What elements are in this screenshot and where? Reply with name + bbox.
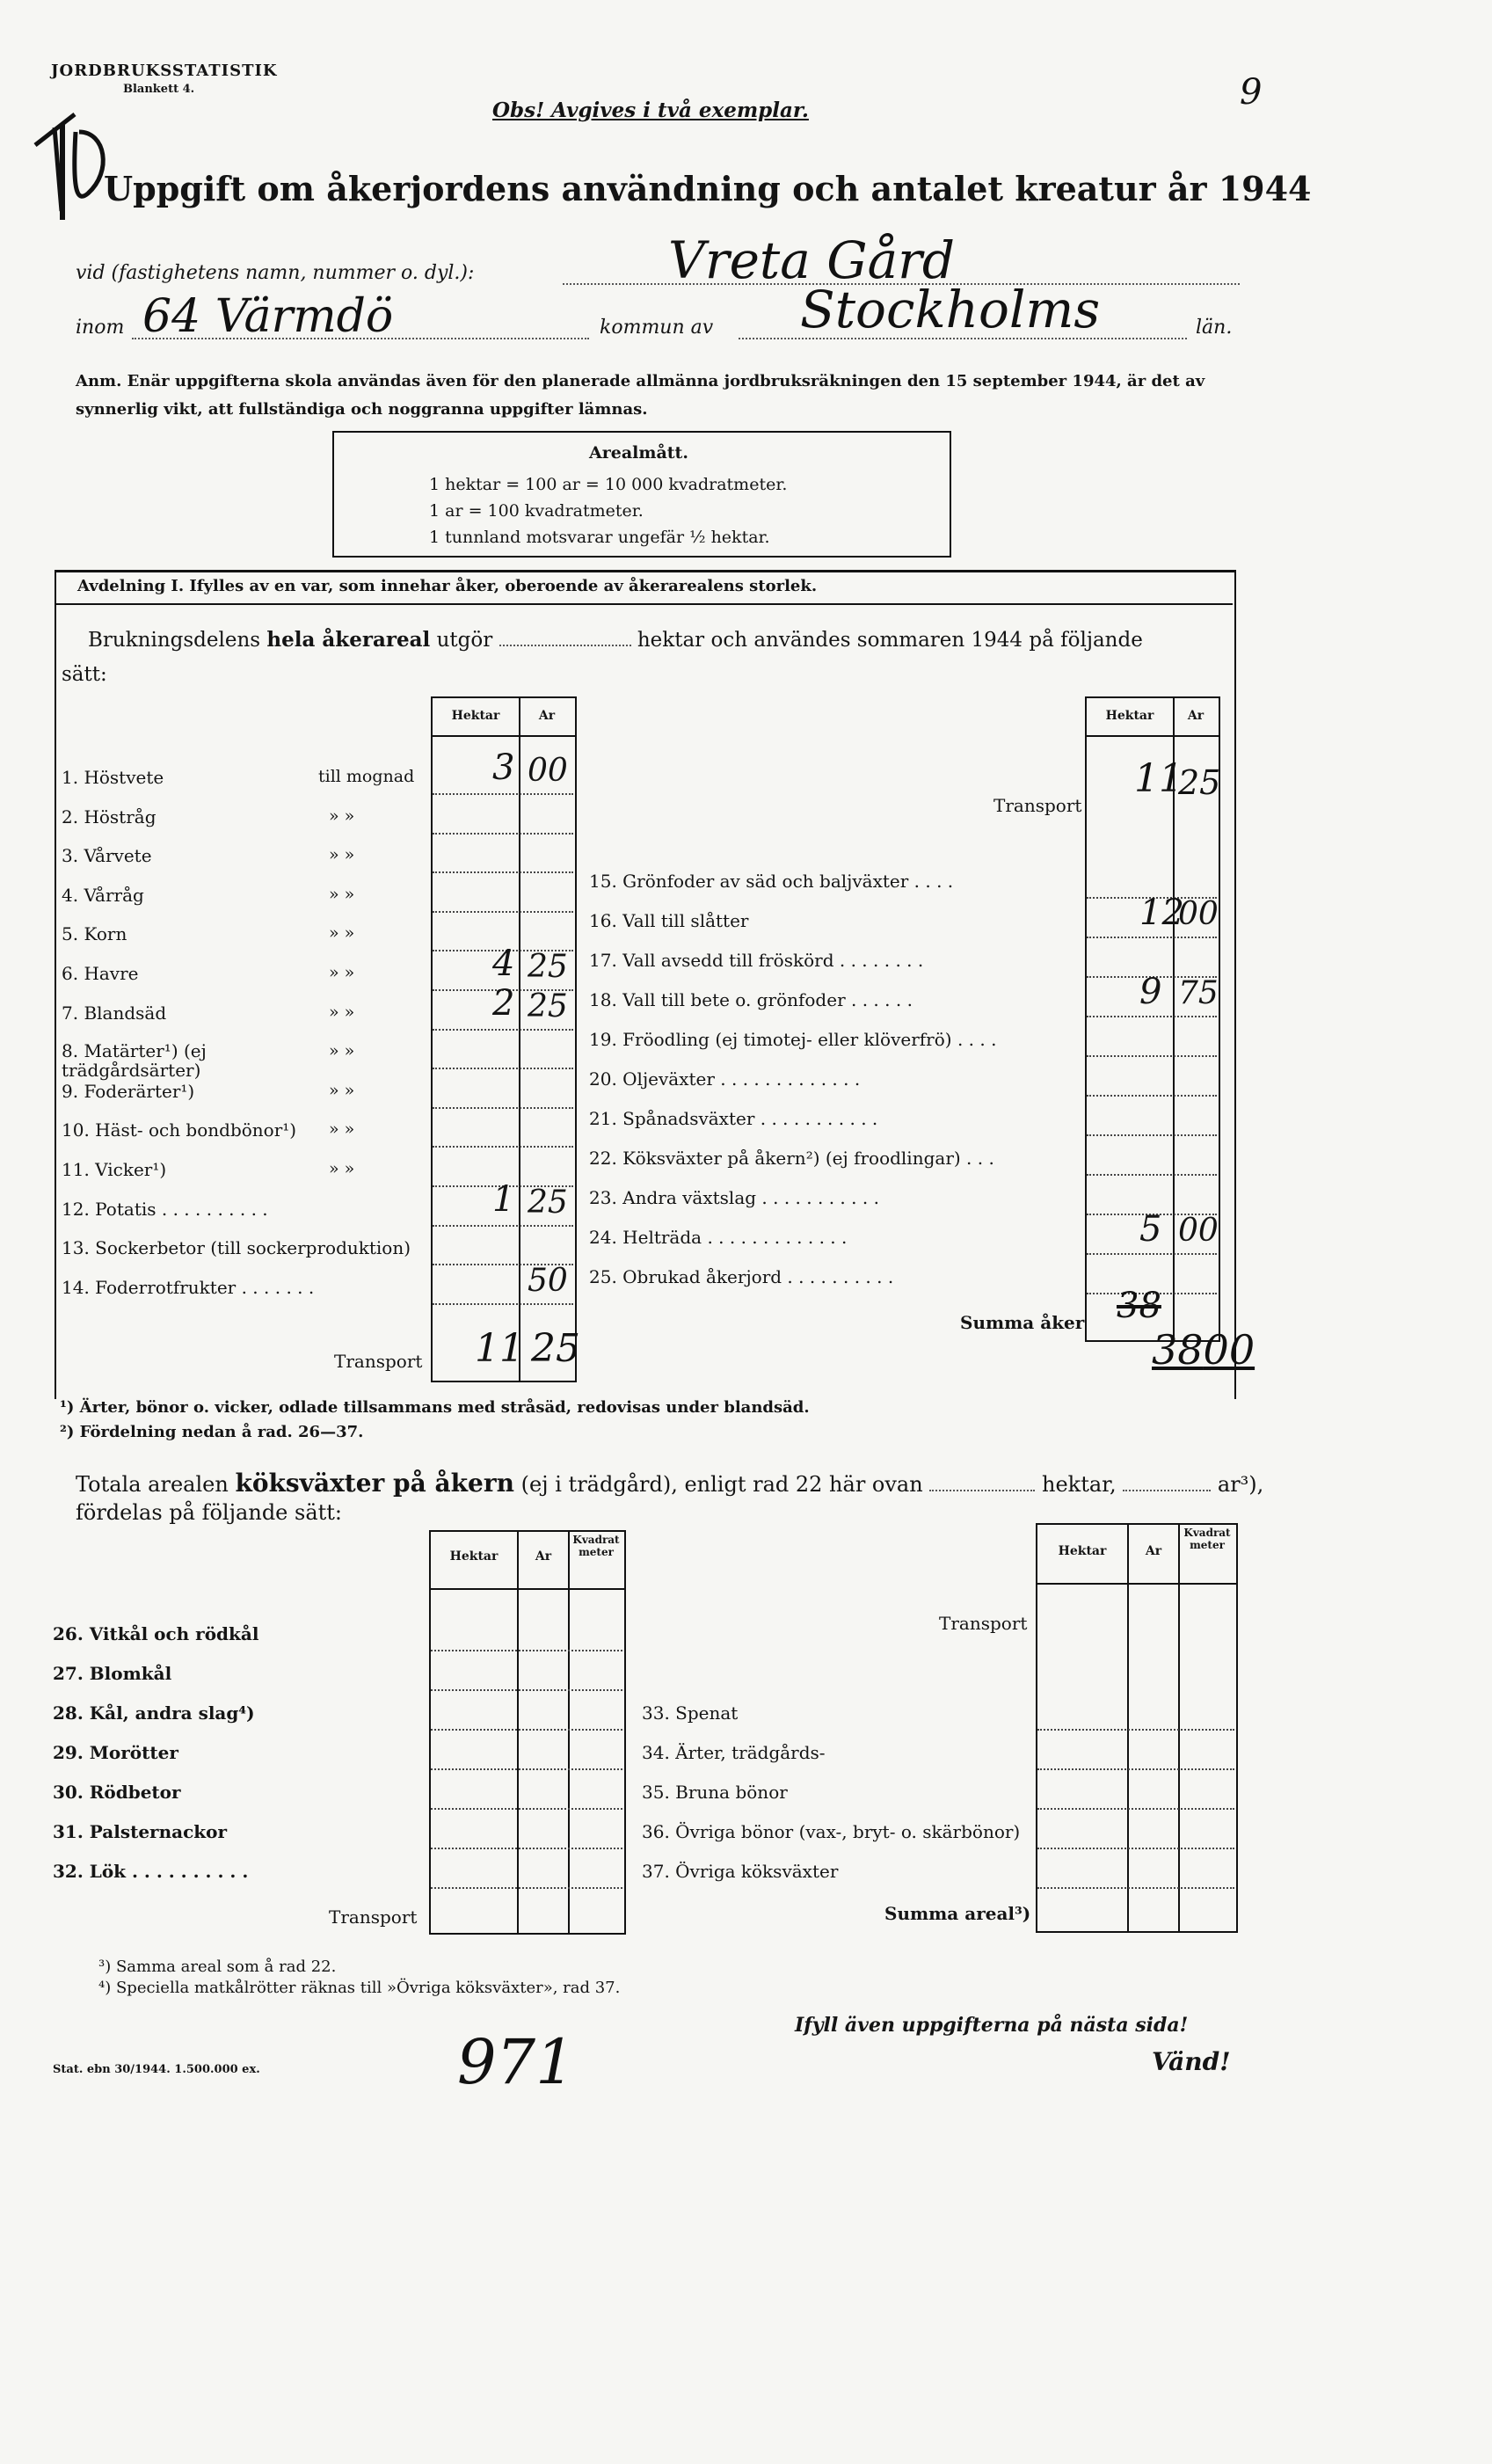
- section1-summa-struck: 38: [1117, 1286, 1161, 1326]
- section1-left-row-label: 6. Havre: [62, 963, 139, 984]
- property-label: vid (fastighetens namn, nummer o. dyl.):: [76, 262, 475, 284]
- areal-line-2: 1 ar = 100 kvadratmeter.: [429, 501, 644, 521]
- section1-footnote-2: ²) Fördelning nedan å rad. 26—37.: [60, 1423, 364, 1441]
- section1-right-row-label: 23. Andra växtslag . . . . . . . . . . .: [589, 1187, 879, 1208]
- section1-left-row-ar: 25: [528, 988, 568, 1024]
- county-value: Stockholms: [800, 280, 1101, 339]
- section1-left-row-suffix: » »: [329, 963, 355, 982]
- section1-right-row-rule: [1087, 1055, 1217, 1057]
- section1-left-row-rule: [433, 1107, 573, 1109]
- section1-footnote-1: ¹) Ärter, bönor o. vicker, odlade tillsammans med stråsäd, redovisas under blandsäd.: [60, 1398, 810, 1417]
- section1-right-row-rule: [1087, 1134, 1217, 1136]
- section1-right-row-label: 24. Helträda . . . . . . . . . . . . .: [589, 1227, 848, 1248]
- section1-left-row-label: 1. Höstvete: [62, 767, 164, 788]
- section2-right-row-label: 37. Övriga köksväxter: [642, 1861, 839, 1882]
- section1-left-row-suffix: » »: [329, 923, 355, 944]
- section2-right-transport-label: Transport: [939, 1613, 1028, 1634]
- section1-left-col-hektar: Hektar: [451, 709, 500, 723]
- section1-summa-label: Summa åker: [960, 1312, 1085, 1333]
- section1-left-row-rule: [433, 793, 573, 795]
- section1-right-row-rule: [1087, 1253, 1217, 1255]
- section1-left-row-rule: [433, 871, 573, 873]
- section2-right-row-label: 36. Övriga bönor (vax-, bryt- o. skärbönor): [642, 1821, 1021, 1842]
- section1-left-row-suffix: » »: [329, 1080, 355, 1100]
- section2-left-row-label: 28. Kål, andra slag⁴): [53, 1702, 255, 1724]
- section1-left-row-label: 13. Sockerbetor (till sockerproduktion): [62, 1237, 411, 1259]
- section1-left-row-rule: [433, 911, 573, 913]
- section1-heading-rule: [55, 603, 1233, 605]
- section2-footnote-4: ⁴) Speciella matkålrötter räknas till »Övriga köksväxter», rad 37.: [98, 1979, 621, 1997]
- section1-right-transport-label: Transport: [993, 795, 1082, 816]
- section1-left-transport-ar: 25: [531, 1326, 580, 1371]
- section1-left-row-label: 4. Vårråg: [62, 884, 144, 906]
- section1-left-row-ar: 25: [528, 949, 568, 985]
- section2-left-row-rule: [431, 1729, 622, 1731]
- notice-two-copies: Obs! Avgives i två exemplar.: [492, 98, 809, 122]
- note-text: Anm. Enär uppgifterna skola användas även för den planerade allmänna jordbruksräkningen den 15 september 1944, är det av synnerlig vikt, att fullständiga och noggranna uppgifter lämnas.: [76, 372, 1205, 419]
- kommun-label: kommun av: [600, 317, 714, 339]
- section1-right-row-rule: [1087, 1095, 1217, 1097]
- areal-line-1: 1 hektar = 100 ar = 10 000 kvadratmeter.: [429, 475, 788, 494]
- section2-left-row-label: 27. Blomkål: [53, 1663, 172, 1684]
- section1-right-row-label: 22. Köksväxter på åkern²) (ej froodlingar) . . .: [589, 1148, 994, 1169]
- section2-right-col-ar: Ar: [1145, 1544, 1162, 1558]
- form-number: Blankett 4.: [123, 83, 195, 96]
- section2-left-row-rule: [431, 1689, 622, 1691]
- section1-left-row-label: 12. Potatis . . . . . . . . . .: [62, 1198, 268, 1220]
- section2-right-row-label: 35. Bruna bönor: [642, 1782, 788, 1803]
- section2-left-row-rule: [431, 1768, 622, 1770]
- series-label: JORDBRUKSSTATISTIK: [51, 62, 278, 80]
- page-title: Uppgift om åkerjordens användning och antalet kreatur år 1944: [104, 169, 1312, 208]
- section2-right-row-label: 33. Spenat: [642, 1702, 739, 1724]
- section1-left-row-label: 5. Korn: [62, 923, 127, 945]
- section1-intro-end: sätt:: [62, 663, 107, 686]
- section1-right-row-label: 21. Spånadsväxter . . . . . . . . . . .: [589, 1108, 878, 1129]
- section2-left-row-label: 30. Rödbetor: [53, 1782, 181, 1803]
- section1-left-row-rule: [433, 1068, 573, 1069]
- section1-left-row-suffix: » »: [329, 1041, 355, 1061]
- handwritten-number: 971: [457, 2026, 575, 2098]
- section1-right-row-rule: [1087, 937, 1217, 938]
- section1-right-col-hektar: Hektar: [1105, 709, 1154, 723]
- section1-intro: Brukningsdelens hela åkerareal utgör hektar och användes sommaren 1944 på följande: [88, 628, 1143, 652]
- section2-right-col-hektar: Hektar: [1058, 1544, 1107, 1558]
- lan-label: län.: [1196, 317, 1233, 339]
- section1-left-row-rule: [433, 1029, 573, 1031]
- section1-left-row-suffix: » »: [329, 1159, 355, 1178]
- section1-left-row-hektar: 3: [492, 747, 515, 788]
- section1-right-row-rule: [1087, 1016, 1217, 1017]
- section1-left-row-label: 9. Foderärter¹): [62, 1080, 195, 1102]
- section2-left-row-label: 31. Palsternackor: [53, 1821, 227, 1842]
- section1-heading: Avdelning I. Ifylles av en var, som innehar åker, oberoende av åkerarealens storlek.: [77, 577, 818, 595]
- section1-left-row-ar: 25: [528, 1184, 568, 1221]
- section1-right-row-label: 17. Vall avsedd till fröskörd . . . . . . . .: [589, 950, 924, 971]
- section1-right-row-ar: 00: [1178, 896, 1219, 932]
- section2-right-row-rule: [1037, 1848, 1234, 1849]
- section1-summa-value: 3800: [1152, 1326, 1255, 1374]
- section2-left-table: [429, 1530, 626, 1935]
- section2-left-transport-label: Transport: [329, 1906, 418, 1928]
- section1-left-row-rule: [433, 1303, 573, 1305]
- section1-left-col-ar: Ar: [538, 709, 556, 723]
- section1-left-row-hektar: 1: [492, 1178, 515, 1220]
- areal-box: [332, 431, 951, 558]
- left-margin-bar: [60, 123, 65, 220]
- section1-left-row-rule: [433, 833, 573, 835]
- section2-left-row-label: 32. Lök . . . . . . . . . .: [53, 1861, 249, 1882]
- section1-left-row-label: 14. Foderrotfrukter . . . . . . .: [62, 1276, 315, 1298]
- section1-right-row-rule: [1087, 1174, 1217, 1176]
- section2-left-row-rule: [431, 1887, 622, 1889]
- section1-left-transport-label: Transport: [334, 1351, 423, 1372]
- section1-left-row-label: 7. Blandsäd: [62, 1002, 167, 1024]
- section2-summa-label: Summa areal³): [884, 1903, 1031, 1924]
- section2-left-row-label: 26. Vitkål och rödkål: [53, 1623, 259, 1644]
- section1-left-row-hektar: 2: [492, 982, 515, 1024]
- section1-right-row-label: 19. Fröodling (ej timotej- eller klöverfrö) . . . .: [589, 1029, 997, 1050]
- section2-right-row-rule: [1037, 1768, 1234, 1770]
- section1-right-row-label: 20. Oljeväxter . . . . . . . . . . . . .: [589, 1068, 861, 1090]
- section1-left-row-suffix: » »: [329, 845, 355, 865]
- section1-right-row-hektar: 12: [1139, 893, 1184, 933]
- section1-left-row-suffix: » »: [329, 884, 355, 904]
- section1-left-row-ar: 50: [528, 1262, 568, 1299]
- next-page-reminder: Ifyll även uppgifterna på nästa sida!: [795, 2014, 1189, 2037]
- section1-left-row-suffix: » »: [329, 806, 355, 826]
- section1-left-row-label: 8. Matärter¹) (ej trädgårdsärter): [62, 1040, 207, 1082]
- section1-left-row-label: 10. Häst- och bondbönor¹): [62, 1119, 297, 1141]
- section1-left-transport-hektar: 11: [475, 1326, 524, 1371]
- section1-left-row-label: 2. Höstråg: [62, 806, 156, 827]
- section1-left-row-suffix: till mognad: [318, 767, 415, 786]
- areal-title: Arealmått.: [589, 443, 688, 463]
- section2-left-col-kvm: Kvadratmeter: [572, 1534, 620, 1558]
- section2-footnote-3: ³) Samma areal som å rad 22.: [98, 1957, 337, 1976]
- section1-left-row-rule: [433, 1225, 573, 1227]
- section1-right-row-label: 18. Vall till bete o. grönfoder . . . . . .: [589, 989, 913, 1010]
- section2-right-row-rule: [1037, 1729, 1234, 1731]
- section2-intro-end: fördelas på följande sätt:: [76, 1500, 343, 1525]
- within-label: inom: [76, 317, 125, 339]
- section1-right-row-hektar: 5: [1139, 1209, 1162, 1250]
- section2-right-row-label: 34. Ärter, trädgårds-: [642, 1742, 826, 1763]
- areal-line-3: 1 tunnland motsvarar ungefär ½ hektar.: [429, 528, 770, 547]
- section2-right-row-rule: [1037, 1887, 1234, 1889]
- section1-left-row-ar: 00: [528, 753, 568, 789]
- section1-right-col-ar: Ar: [1187, 709, 1205, 723]
- section1-right-transport-hektar: 11: [1134, 756, 1183, 801]
- section2-left-col-ar: Ar: [535, 1549, 552, 1564]
- section1-right-row-hektar: 9: [1139, 972, 1162, 1012]
- print-info: Stat. ebn 30/1944. 1.500.000 ex.: [53, 2063, 260, 2076]
- section1-left-row-hektar: 4: [492, 944, 515, 984]
- section1-left-row-rule: [433, 1146, 573, 1148]
- section1-left-row-suffix: » »: [329, 1002, 355, 1022]
- section1-right-row-ar: 75: [1178, 975, 1219, 1011]
- parish-value: 64 Värmdö: [142, 290, 394, 343]
- section2-left-row-label: 29. Morötter: [53, 1742, 178, 1763]
- section1-right-transport-ar: 25: [1178, 763, 1221, 802]
- section2-right-col-kvm: Kvadratmeter: [1183, 1527, 1231, 1551]
- property-value: Vreta Gård: [668, 230, 956, 290]
- turn-page: Vänd!: [1152, 2047, 1231, 2076]
- section2-left-row-rule: [431, 1808, 622, 1810]
- section2-intro: Totala arealen köksväxter på åkern (ej i trädgård), enligt rad 22 här ovan hektar, ar³),: [76, 1469, 1264, 1498]
- section1-right-row-ar: 00: [1178, 1213, 1219, 1249]
- section2-left-row-rule: [431, 1650, 622, 1651]
- section2-left-row-rule: [431, 1848, 622, 1849]
- section1-right-row-label: 16. Vall till slåtter: [589, 910, 749, 931]
- section1-left-row-suffix: » »: [329, 1119, 355, 1140]
- section2-left-col-hektar: Hektar: [449, 1549, 499, 1564]
- section1-left-row-label: 11. Vicker¹): [62, 1159, 167, 1180]
- section1-right-row-label: 15. Grönfoder av säd och baljväxter . . . .: [589, 871, 954, 892]
- section1-right-row-label: 25. Obrukad åkerjord . . . . . . . . . .: [589, 1266, 894, 1287]
- section2-right-row-rule: [1037, 1808, 1234, 1810]
- section1-left-row-label: 3. Vårvete: [62, 845, 152, 867]
- page-marker: 9: [1240, 72, 1263, 113]
